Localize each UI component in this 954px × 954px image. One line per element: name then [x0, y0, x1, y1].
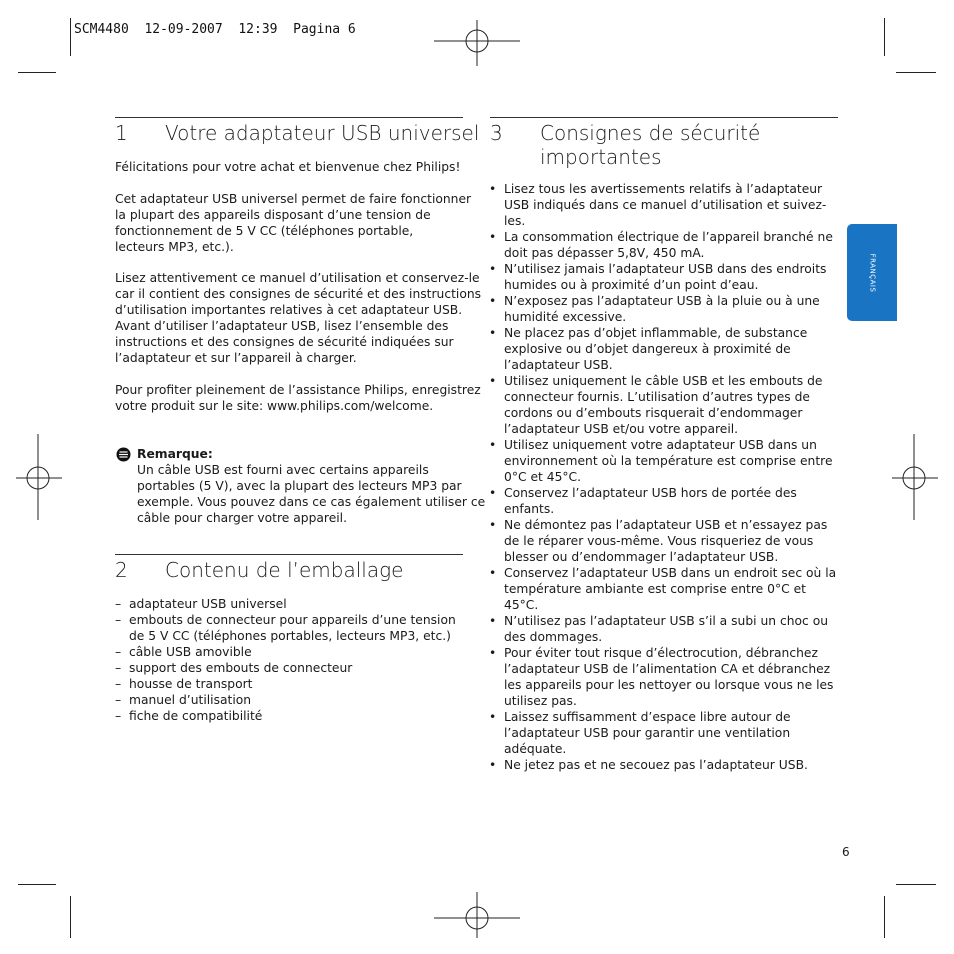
- list-item: • Lisez tous les avertissements relatifs à l’adaptateur USB indiqués dans ce manuel d’utilisation et suivez-les.: [489, 181, 839, 229]
- list-item: • Utilisez uniquement votre adaptateur USB dans un environnement où la température est comprise entre 0°C et 45°C.: [489, 437, 839, 485]
- text-line: Un câble USB est fourni avec certains appareils: [137, 463, 429, 477]
- paragraph: [115, 270, 481, 366]
- title-line: importantes: [540, 145, 662, 169]
- safety-instructions-list: [489, 181, 839, 773]
- text-line: l’adaptateur et sur l’appareil à charger.: [115, 351, 357, 365]
- section-rule: [490, 117, 838, 118]
- list-item: • Ne placez pas d’objet inflammable, de substance explosive ou d’objet dangereux à proximité de l’adaptateur USB.: [489, 325, 839, 373]
- crop-mark: [70, 18, 71, 56]
- crop-mark: [18, 884, 56, 885]
- list-item: • Ne jetez pas et ne secouez pas l’adaptateur USB.: [489, 757, 839, 773]
- language-tab: [847, 224, 897, 321]
- text-line: Pour profiter pleinement de l’assistance Philips, enregistrez: [115, 383, 481, 397]
- registration-mark-icon: [892, 434, 938, 520]
- text-line: Lisez attentivement ce manuel d’utilisation et conservez-le: [115, 271, 480, 285]
- note-text: [137, 462, 485, 526]
- text-line: instructions et des consignes de sécurité indiquées sur: [115, 335, 454, 349]
- list-item: • N’utilisez pas l’adaptateur USB s’il a subi un choc ou des dommages.: [489, 613, 839, 645]
- text-line: d’utilisation importantes relatives à cet adaptateur USB.: [115, 303, 463, 317]
- section-rule: [115, 554, 463, 555]
- language-tab-label: FRANÇAIS: [867, 253, 876, 292]
- text-line: exemple. Vous pouvez dans ce cas également utiliser ce: [137, 495, 486, 509]
- section-number: 2: [115, 558, 128, 582]
- text-line: Cet adaptateur USB universel permet de faire fonctionner: [115, 192, 472, 206]
- crop-mark: [884, 896, 885, 938]
- section-number: 3: [490, 121, 503, 145]
- print-header-meta: SCM4480 12-09-2007 12:39 Pagina 6: [74, 22, 356, 37]
- text-line: portables (5 V), avec la plupart des lecteurs MP3 par: [137, 479, 462, 493]
- list-item: • N’exposez pas l’adaptateur USB à la pluie ou à une humidité excessive.: [489, 293, 839, 325]
- list-item: • Conservez l’adaptateur USB dans un endroit sec où la température ambiante est comprise entre 0°C et 45°C.: [489, 565, 839, 613]
- crop-mark: [18, 72, 56, 73]
- list-item: • Conservez l’adaptateur USB hors de portée des enfants.: [489, 485, 839, 517]
- text-line: Avant d’utiliser l’adaptateur USB, lisez l’ensemble des: [115, 319, 449, 333]
- text-line: fonctionnement de 5 V CC (téléphones portable,: [115, 224, 414, 238]
- paragraph: [115, 382, 481, 414]
- list-item: • N’utilisez jamais l’adaptateur USB dans des endroits humides ou à proximité d’un point d’eau.: [489, 261, 839, 293]
- list-item: • Pour éviter tout risque d’électrocution, débranchez l’adaptateur USB de l’alimentation CA et débranchez les appareils pour les nettoyer ou lorsque vous ne les utilisez pas.: [489, 645, 839, 709]
- section-title: [540, 121, 760, 169]
- title-line: Consignes de sécurité: [540, 121, 761, 145]
- text-line: lecteurs MP3, etc.).: [115, 240, 234, 254]
- page-number: 6: [842, 845, 850, 859]
- note-label: Remarque:: [137, 447, 213, 461]
- section-title: Contenu de l’emballage: [165, 558, 404, 582]
- list-item: – manuel d’utilisation: [115, 692, 463, 708]
- crop-mark: [896, 884, 936, 885]
- paragraph: [115, 191, 471, 255]
- crop-mark: [70, 896, 71, 938]
- paragraph: Félicitations pour votre achat et bienvenue chez Philips!: [115, 160, 461, 174]
- list-item: – support des embouts de connecteur: [115, 660, 463, 676]
- list-item: • Utilisez uniquement le câble USB et les embouts de connecteur fournis. L’utilisation d’autres types de cordons ou d’embouts risquerait d’endommager l’adaptateur USB et/ou votre appareil.: [489, 373, 839, 437]
- list-item: • La consommation électrique de l’appareil branché ne doit pas dépasser 5,8V, 450 mA.: [489, 229, 839, 261]
- list-item: – fiche de compatibilité: [115, 708, 463, 724]
- crop-mark: [884, 18, 885, 56]
- text-line: câble pour charger votre appareil.: [137, 511, 348, 525]
- registration-mark-icon: [434, 892, 520, 938]
- registration-mark-icon: [16, 434, 62, 520]
- list-item: – adaptateur USB universel: [115, 596, 463, 612]
- section-title: Votre adaptateur USB universel: [165, 121, 480, 145]
- list-item: – housse de transport: [115, 676, 463, 692]
- text-line: la plupart des appareils disposant d’une tension de: [115, 208, 431, 222]
- list-item: – câble USB amovible: [115, 644, 463, 660]
- list-item: • Ne démontez pas l’adaptateur USB et n’essayez pas de le réparer vous-même. Vous risqueriez de vous blesser ou d’endommager l’adaptateur USB.: [489, 517, 839, 565]
- text-line: votre produit sur le site: www.philips.com/welcome.: [115, 399, 434, 413]
- crop-mark: [896, 72, 936, 73]
- section-rule: [115, 117, 463, 118]
- note-icon: [116, 447, 131, 462]
- package-contents-list: [115, 596, 463, 724]
- registration-mark-icon: [434, 20, 520, 66]
- text-line: car il contient des consignes de sécurité et des instructions: [115, 287, 482, 301]
- list-item: • Laissez suffisamment d’espace libre autour de l’adaptateur USB pour garantir une ventilation adéquate.: [489, 709, 839, 757]
- list-item: – embouts de connecteur pour appareils d’une tension de 5 V CC (téléphones portables, lecteurs MP3, etc.): [115, 612, 463, 644]
- section-number: 1: [115, 121, 128, 145]
